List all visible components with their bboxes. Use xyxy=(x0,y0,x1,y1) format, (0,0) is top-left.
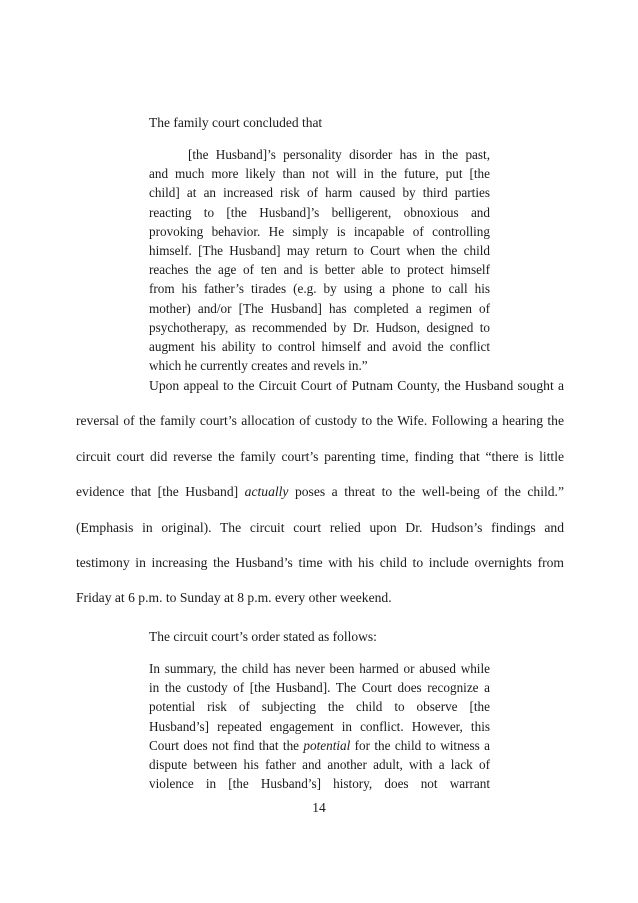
quote1-line: provoking behavior. He simply is incapable of controlling xyxy=(149,223,490,239)
quote2-line xyxy=(149,736,490,755)
quote1-line: [the Husband]’s personality disorder has in the past, xyxy=(188,147,490,162)
quote2-line: violence in [the Husband’s] history, does not warrant xyxy=(149,776,490,792)
quote1-line: himself. [The Husband] may return to Court when the child xyxy=(149,243,490,259)
para1-line: reversal of the family court’s allocation of custody to the Wife. Following a hearing the xyxy=(76,413,564,429)
quote1-line: augment his ability to control himself and avoid the conflict xyxy=(149,339,490,355)
quote1-line: which he currently creates and revels in.” xyxy=(149,358,368,374)
quote1-line: mother) and/or [The Husband] has completed a regimen of xyxy=(149,300,490,316)
quote2-line: Husband’s] repeated engagement in conflict. However, this xyxy=(149,718,490,734)
para1-line: Upon appeal to the Circuit Court of Putnam County, the Husband sought a xyxy=(149,378,564,393)
para1-line: Friday at 6 p.m. to Sunday at 8 p.m. every other weekend. xyxy=(76,590,392,606)
quote1-line: reaches the age of ten and is better able to protect himself xyxy=(149,262,490,278)
quote1-line: reacting to [the Husband]’s belligerent, obnoxious and xyxy=(149,204,490,220)
paragraph-circuit-appeal xyxy=(76,376,564,624)
quote2-line: in the custody of [the Husband]. The Court does recognize a xyxy=(149,680,490,696)
para1-line4-text: evidence that [the Husband] xyxy=(76,484,245,500)
para1-line: testimony in increasing the Husband’s time with his child to include overnights from xyxy=(76,554,564,570)
block-quote-family-court xyxy=(149,145,490,375)
quote2-line5-text: for the child to witness a xyxy=(350,737,490,753)
quote1-line: child] at an increased risk of harm caused by third parties xyxy=(149,185,490,201)
quote1-line: and much more likely than not will in the future, put [the xyxy=(149,166,490,182)
para1-line xyxy=(76,482,564,501)
emphasis-actually: actually xyxy=(244,484,289,500)
emphasis-potential: potential xyxy=(303,737,351,753)
page-number: 14 xyxy=(312,800,326,815)
quote1-line: psychotherapy, as recommended by Dr. Hudson, designed to xyxy=(149,319,490,335)
intro-circuit-order: The circuit court’s order stated as follows: xyxy=(149,629,377,644)
intro-family-court: The family court concluded that xyxy=(149,115,323,130)
para1-line: circuit court did reverse the family court’s parenting time, finding that “there is little xyxy=(76,448,564,464)
quote2-line: In summary, the child has never been harmed or abused while xyxy=(149,661,490,676)
quote2-line5-text: Court does not find that the xyxy=(149,737,304,753)
quote2-line: potential risk of subjecting the child to observe [the xyxy=(149,699,490,715)
block-quote-circuit-order xyxy=(149,659,490,793)
para1-line: (Emphasis in original). The circuit court relied upon Dr. Hudson’s findings and xyxy=(76,519,564,535)
quote2-line: dispute between his father and another adult, with a lack of xyxy=(149,757,490,773)
quote1-line: from his father’s tirades (e.g. by using a phone to call his xyxy=(149,281,490,297)
para1-line4-text: poses a threat to the well-being of the child.” xyxy=(288,484,564,500)
